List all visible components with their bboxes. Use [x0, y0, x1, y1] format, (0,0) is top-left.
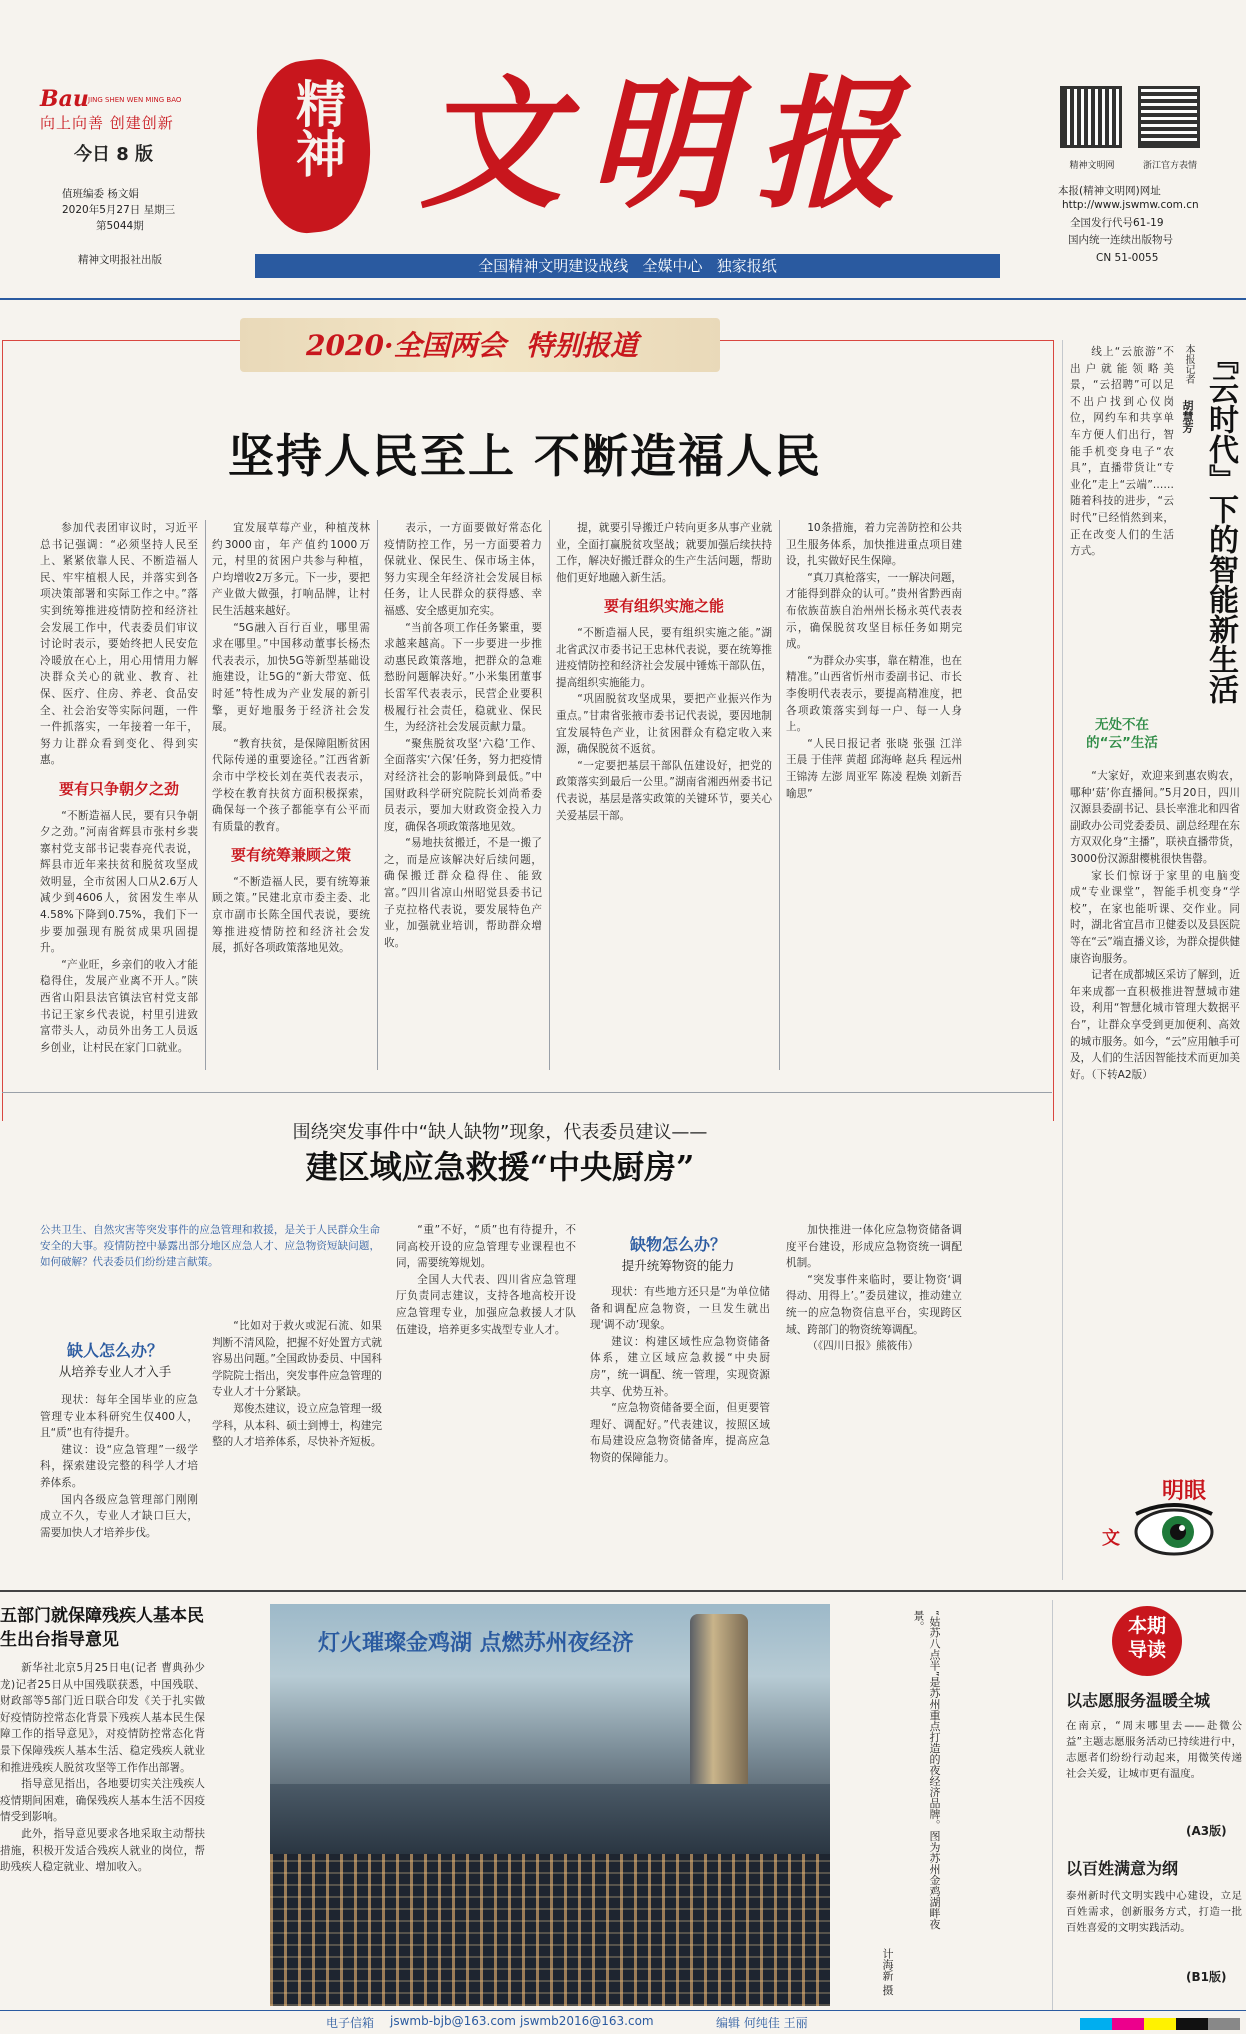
bottom-left-p3: 此外，指导意见要求各地采取主动帮扶措施，积极开发适合残疾人就业的岗位，帮助残疾人稳定就业、增加收入。 [0, 1827, 205, 1874]
lead-bottom-rule [2, 1092, 1052, 1093]
second-subhead-2: 缺物怎么办？ [629, 1235, 726, 1254]
second-c3-p2: 全国人大代表、四川省应急管理厅负责同志建议，支持各地高校开设应急管理专业，加强应急救援人才队伍建设，培养更多实战型专业人才。 [396, 1273, 576, 1336]
eye-icon [1122, 1500, 1218, 1560]
sidebar-subhead: 无处不在的“云”生活 [1086, 717, 1158, 751]
lead-col-5 [786, 520, 962, 1072]
lead-col4-p3: “巩固脱贫攻坚成果，要把产业振兴作为重点。”甘肃省张掖市委书记代表说，要因地制宜发展特色产业，让贫困群众有稳定收入来源，确保脱贫不返贫。 [556, 693, 772, 756]
cn-label: 国内统一连续出版物号 [1068, 234, 1173, 246]
second-subhead-1: 缺人怎么办？ [66, 1341, 163, 1360]
lead-col3-p1: 表示，一方面要做好常态化疫情防控工作，另一方面要着力保就业、保民生、保市场主体，努力实现全年经济社会发展目标任务，让人民群众的获得感、幸福感、安全感更加充实。 [384, 522, 542, 617]
footer-email-2[interactable]: jswmb2016@163.com [520, 2014, 654, 2028]
eye-label: 明眼 [1162, 1478, 1207, 1504]
lead-col1-p2: “不断造福人民，要有只争朝夕之劲。”河南省辉县市张村乡裴寨村党支部书记裴春亮代表说，辉县市近年来扶贫和脱贫攻坚成效明显，全市贫困人口从2.6万人减少到4606人，贫困发生率从4.58%下降到0.75%，我们下一步要加强现有脱贫成果巩固提升。 [40, 809, 198, 955]
sidebar-body-top [1070, 344, 1174, 700]
col-rule [205, 520, 206, 1070]
qr-code-2-label: 浙江官方表情 [1142, 161, 1197, 171]
sidebar-title: 『云时代』下的智能新生活 [1203, 344, 1238, 704]
publisher: 精神文明报社出版 [78, 254, 162, 266]
bottom-left-p2: 指导意见指出，各地要切实关注残疾人疫情期间困难，确保残疾人基本生活不因疫情受到影响。 [0, 1778, 205, 1824]
lead-col5-p2: “真刀真枪落实，一一解决问题，才能得到群众的认可。”贵州省黔西南布依族苗族自治州州长杨永英代表表示，确保脱贫攻坚目标任务如期完成。 [786, 571, 962, 651]
guide-item-1-page[interactable]: (A3版) [1186, 1824, 1227, 1838]
col-rule [549, 520, 550, 1070]
photo-title: 灯火璀璨金鸡湖 点燃苏州夜经济 [318, 1630, 634, 1656]
second-c4-p2: 建议：构建区域性应急物资储备体系，建立区域应急救援“中央厨房”，统一调配、统一管理，实现资源共享、优势互补。 [590, 1335, 770, 1398]
second-c4-p3: “应急物资储备要全面，但更要管理好、调配好。”代表建议，按照区域布局建设应急物资储备库，提高应急物资的保障能力。 [590, 1402, 770, 1464]
lead-col2-p3: “不断造福人民，要有统筹兼顾之策。”民建北京市委主委、北京市副市长陈全国代表说，要统筹推进疫情防控和经济社会发展，抓好各项政策落地见效。 [212, 875, 370, 955]
second-col-3 [396, 1222, 576, 1540]
lead-col2-p2: “5G融入百行百业，哪里需求在哪里。”中国移动董事长杨杰代表表示，加快5G等新型基础设施建设，让5G的“新大带宽、低时延”特性成为产业发展的新引擎，更好地服务于经济社会发展。 [212, 621, 370, 734]
lead-col-3 [384, 520, 542, 1072]
lead-col2-p4: “教育扶贫，是保障阻断贫困代际传递的重要途径。”江西省新余市中学校长刘在英代表表示，学校在教育扶贫方面积极探索，确保每一个孩子都能享有公平而有质量的教育。 [212, 737, 370, 833]
col-rule [779, 520, 780, 1070]
second-col-1 [40, 1392, 198, 1540]
qr-code-2 [1138, 86, 1200, 148]
lead-col4-p4: “一定要把基层干部队伍建设好，把党的政策落实到最后一公里。”湖南省湘西州委书记代表说，基层是落实政策的关键环节，要关心关爱基层干部。 [556, 759, 772, 822]
second-subhead-1b: 从培养专业人才入手 [58, 1364, 172, 1379]
second-col-5 [786, 1222, 962, 1540]
footer-rule [0, 2010, 1246, 2011]
guide-item-1-title[interactable]: 以志愿服务温暖全城 [1066, 1691, 1211, 1710]
photo-lake [270, 1784, 830, 1854]
second-kicker: 围绕突发事件中“缺人缺物”现象，代表委员建议—— [292, 1122, 708, 1143]
masthead-title: 文明报 [420, 62, 924, 228]
lead-col5-p4: “人民日报记者 张晓 张强 江洋 王晨 于佳萍 黄超 邱海峰 赵兵 程远州 王锦涛 左澎 周亚军 陈凌 程焕 刘新吾 喻思” [786, 737, 962, 800]
lead-col-2 [212, 520, 370, 1072]
masthead-divider [0, 298, 1246, 300]
eye-sub: 文 [1102, 1528, 1120, 1549]
lead-col4-p2: “不断造福人民，要有组织实施之能。”湖北省武汉市委书记王忠林代表说，要在统筹推进疫情防控和经济社会发展中锤炼干部队伍，提高组织实施能力。 [556, 626, 772, 689]
qr-code-1 [1060, 86, 1122, 148]
second-c4-p1: 现状：有些地方还只是“为单位储备和调配应急物资，一旦发生就出现‘调不动’现象。 [590, 1286, 770, 1332]
masthead [0, 0, 1246, 300]
sidebar-reporter-label: 本报记者 [1183, 344, 1194, 384]
special-banner-text: 特别报道 [526, 329, 639, 362]
second-c2-p2: 郑俊杰建议，设立应急管理一级学科，从本科、硕士到博士，构建完整的人才培养体系，尽快补齐短板。 [212, 1402, 382, 1449]
second-c5-p1: 加快推进一体化应急物资储备调度平台建设，形成应急物资统一调配机制。 [786, 1224, 962, 1270]
photo-lights [270, 1854, 830, 2006]
lead-col2-p1: 宜发展草莓产业，种植茂林约3000亩，年产值约1000万元，村里的贫困户共参与种植，户均增收2万多元。下一步，要把产业做大做强，打响品牌，让村民生活越来越好。 [212, 522, 370, 617]
second-col-4 [590, 1284, 770, 1540]
lead-col1-p1: 参加代表团审议时，习近平总书记强调：“必须坚持人民至上、紧紧依靠人民、不断造福人民、牢牢植根人民，并落实到各项决策部署和实际工作之中。”落实到统筹推进疫情防控和经济社会发展工作中，代表委员们审议讨论时表示，要始终把人民安危冷暖放在心上，用心用情用力解决群众关心的就业、教育、社保、医疗、住房、养老、食品安全、社会治安等实际问题，一件一件抓落实，一年接着一年干，努力让群众看到变化、得到实惠。 [40, 522, 198, 767]
sidebar-rule [1062, 340, 1063, 1580]
duty-editor: 值班编委 杨文娟 [62, 188, 139, 200]
photo-credit: 计海新 摄 [881, 1948, 894, 1996]
lead-subhead-1: 要有只争朝夕之劲 [58, 779, 179, 798]
lead-subhead-3: 要有组织实施之能 [603, 597, 724, 616]
slogan: 向上向善 创建创新 [40, 114, 174, 132]
guide-item-2-title[interactable]: 以百姓满意为纲 [1066, 1859, 1179, 1878]
postal-code: 全国发行代号61-19 [1070, 217, 1164, 229]
footer-email-label: 电子信箱 [326, 2016, 375, 2030]
second-subhead-2b: 提升统筹物资的能力 [621, 1258, 735, 1273]
sidebar-p1: 线上“云旅游”不出户就能领略美景，“云招聘”可以足不出户找到心仪岗位，网约车和共享单车方便人们出行，智能手机变身电子“农具”，直播带货让“专业化”走上“云端”……随着科技的进步，“云时代”已经悄然到来，正在改变人们的生活方式。 [1070, 346, 1174, 558]
second-c1-p2: 建议：设“应急管理”一级学科，探索建设完整的科学人才培养体系。 [40, 1443, 198, 1489]
night-photo [270, 1604, 830, 2006]
lead-col1-p3: “产业旺，乡亲们的收入才能稳得住，发展产业离不开人。”陕西省山阳县法官镇法官村党支部书记王家乡代表说，村里引进致富带头人，动员外出务工人员返乡创业，让村民在家门口就业。 [40, 958, 198, 1054]
lead-col3-p4: “易地扶贫搬迁，不是一搬了之，而是应该解决好后续问题，确保搬迁群众稳得住、能致富。”四川省凉山州昭觉县委书记子克拉格代表说，要发展特色产业，加强就业培训，帮助群众增收。 [384, 837, 542, 949]
lead-col5-p3: “为群众办实事，靠在精准，也在精准。”山西省忻州市委副书记、市长李俊明代表表示，要提高精准度，把各项政策落实到每一户、每一人身上。 [786, 654, 962, 734]
today-pages: 今日 8 版 [74, 144, 154, 165]
qr-code-1-label: 精神文明网 [1069, 161, 1115, 171]
footer-email-1[interactable]: jswmb-bjb@163.com [390, 2014, 516, 2028]
special-banner-year: 2020·全国两会 [306, 329, 506, 362]
color-bar [1080, 2018, 1240, 2030]
bottom-left-headline: 五部门就保障残疾人基本民生出台指导意见 [0, 1606, 204, 1650]
second-c3-p1: “重”不好，“质”也有待提升，不同高校开设的应急管理专业课程也不同，需要统筹规划。 [396, 1224, 576, 1270]
cn-number: CN 51-0055 [1096, 252, 1159, 264]
guide-item-2-text: 泰州新时代文明实践中心建设，立足百姓需求，创新服务方式，打造一批百姓喜爱的文明实践活动。 [1066, 1890, 1242, 1934]
second-c1-p3: 国内各级应急管理部门刚刚成立不久，专业人才缺口巨大，需要加快人才培养步伐。 [40, 1493, 198, 1539]
lead-headline: 坚持人民至上 不断造福人民 [227, 429, 822, 483]
sidebar-p2: “大家好，欢迎来到惠农购农，哪种‘菇’你直播间。”5月20日，四川汉源县委副书记、县长率淮北和四省副政办公司党委委员、副总经理在东方双双化身“主播”，联袂直播带货，3000份汉源甜樱桃很快售罄。 [1070, 770, 1240, 865]
guide-label: 本期导读 [1127, 1615, 1166, 1661]
website-note: 本报(精神文明网)网址 [1058, 185, 1161, 197]
second-col-2 [212, 1318, 382, 1540]
lead-col-1 [40, 520, 198, 1072]
lead-col-4 [556, 520, 772, 1072]
second-intro: 公共卫生、自然灾害等突发事件的应急管理和救援，是关于人民群众生命安全的大事。疫情防控中暴露出部分地区应急人才、应急物资短缺问题，如何破解？代表委员们纷纷建言献策。 [40, 1224, 380, 1268]
logo-pinyin: JING SHEN WEN MING BAO [88, 96, 182, 104]
lead-col5-p1: 10条措施，着力完善防控和公共卫生服务体系，加快推进重点项目建设，扎实做好民生保障。 [786, 522, 962, 568]
lead-col3-p3: “聚焦脱贫攻坚‘六稳’工作、全面落实‘六保’任务，努力把疫情对经济社会的影响降到最低。”中国财政科学研究院院长刘尚希委员表示，要加大财政资金投入力度，确保各项政策落地见效。 [384, 737, 542, 833]
guide-item-2-page[interactable]: (B1版) [1186, 1970, 1227, 1984]
sidebar-p3: 家长们惊讶于家里的电脑变成“专业课堂”，智能手机变身“学校”，在家也能听课、交作业。同时，湖北省宜昌市卫健委以及县医院等在“云”端直播义诊，为群众提供健康咨询服务。 [1070, 869, 1240, 965]
website[interactable]: http://www.jswmw.com.cn [1062, 199, 1199, 211]
bottom-left-p1: 新华社北京5月25日电(记者 曹典孙少龙)记者25日从中国残联获悉，中国残联、财政部等5部门近日联合印发《关于扎实做好疫情防控常态化背景下残疾人基本民生保障工作的指导意见》，对疫情防控常态化背景下保障残疾人基本生活、稳定残疾人就业和推进残疾人脱贫攻坚等工作作出部署。 [0, 1662, 205, 1774]
second-c5-p3: （《四川日报》熊筱伟） [807, 1340, 919, 1353]
col-rule [377, 520, 378, 1070]
lead-col4-p1: 提，就要引导搬迁户转向更多从事产业就业，全面打赢脱贫攻坚战；就要加强后续扶持工作，解决好搬迁群众的生产生活问题，帮助他们更好地融入新生活。 [556, 522, 772, 584]
second-c5-p2: “突发事件来临时，要让物资‘调得动、用得上’。”委员建议，推动建立统一的应急物资信息平台，实现跨区域、跨部门的物资统筹调配。 [786, 1273, 962, 1336]
second-headline: 建区域应急救援“中央厨房” [305, 1148, 695, 1186]
logo-initial: Bau [40, 86, 89, 112]
issue-number: 第5044期 [96, 220, 144, 232]
second-bottom-rule [0, 1590, 1246, 1592]
lead-col3-p2: “当前各项工作任务繁重，要求越来越高。下一步要进一步推动惠民政策落地，把群众的急难愁盼问题解决好。”小米集团董事长雷军代表表示，民营企业要积极履行社会责任，稳就业、保民生，为经济社会发展贡献力量。 [384, 621, 542, 734]
guide-rule [1052, 1600, 1053, 2010]
sidebar-body [1070, 768, 1240, 1410]
bottom-left-body [0, 1660, 205, 2002]
second-c2-p1: “比如对于救火或泥石流、如果判断不清风险，把握不好处置方式就容易出问题。”全国政协委员、中国科学院院士指出，突发事件应急管理的专业人才十分紧缺。 [212, 1320, 382, 1399]
second-c1-p1: 现状：每年全国毕业的应急管理专业本科研究生仅400人，且“质”也有待提升。 [40, 1394, 198, 1440]
guide-item-1-text: 在南京，“周末哪里去——赴微公益”主题志愿服务活动已持续进行中，志愿者们纷纷行动起来，用微笑传递社会关爱，让城市更有温度。 [1066, 1720, 1242, 1780]
masthead-bar-text: 全国精神文明建设战线 全媒中心 独家报纸 [478, 257, 777, 275]
photo-caption: “姑苏八点半”是苏州重点打造的夜经济品牌。图为苏州金鸡湖畔夜景。 [912, 1610, 941, 1930]
sidebar-p4: 记者在成都城区采访了解到，近年来成都一直积极推进智慧城市建设，利用“智慧化城市管理大数据平台”，让群众享受到更加便利、高效的城市服务。如今，“云”应用触手可及，人们的生活因智能技术而更加美好。（下转A2版） [1070, 969, 1240, 1081]
title-seal-text: 精神 [288, 78, 347, 178]
sidebar-reporter: 胡慧芳 [1181, 400, 1194, 433]
issue-date: 2020年5月27日 星期三 [62, 204, 176, 216]
lead-subhead-2: 要有统筹兼顾之策 [230, 846, 351, 865]
footer-editor: 编辑 何纯佳 王丽 [716, 2016, 808, 2030]
